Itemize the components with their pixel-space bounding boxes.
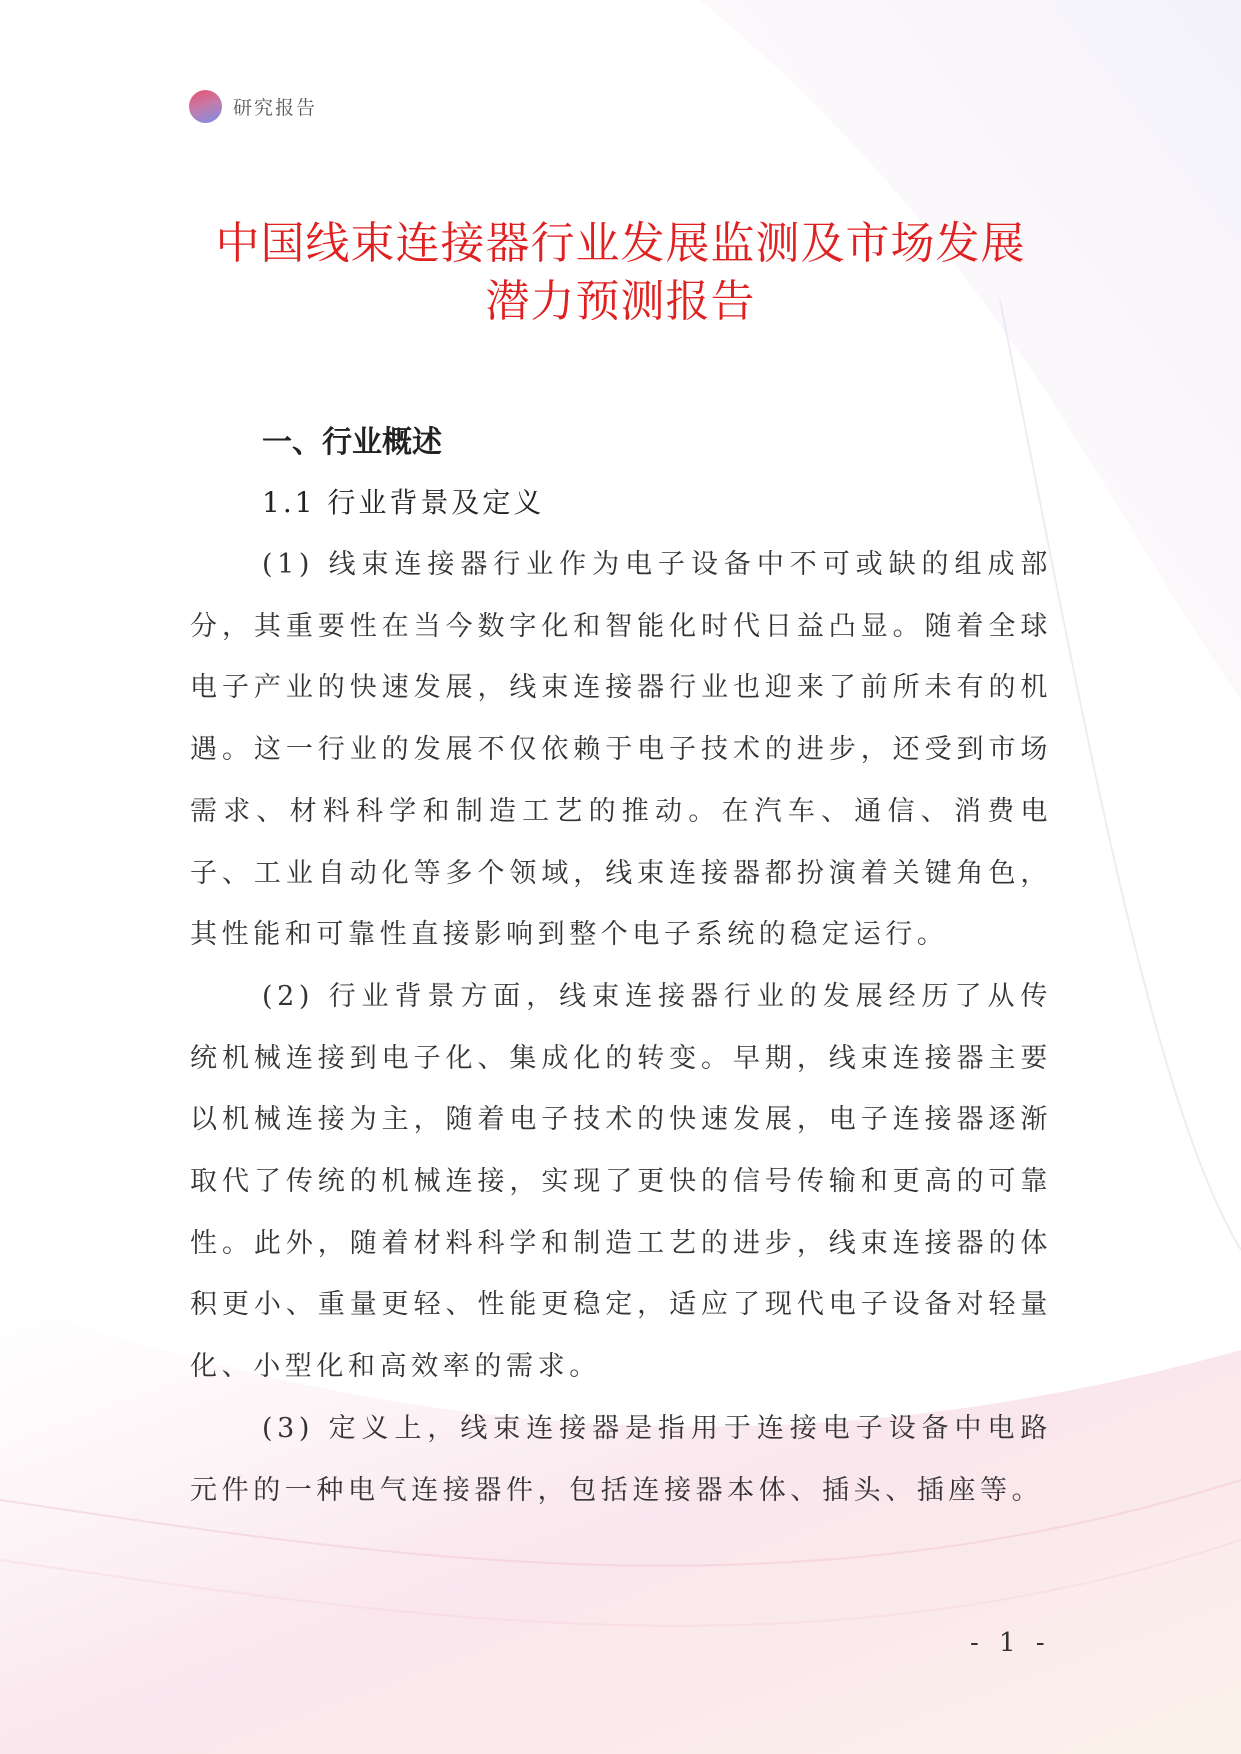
paragraph-3: (3) 定义上，线束连接器是指用于连接电子设备中电路元件的一种电气连接器件，包括连接器本体、插头、插座等。 [190,1412,1052,1506]
header-label: 研究报告 [233,96,318,119]
page-number: - 1 - [970,1628,1051,1658]
title-line-2: 潜力预测报告 [485,276,756,327]
section-heading: 一、行业概述 [262,425,442,460]
paragraph-2: (2) 行业背景方面，线束连接器行业的发展经历了从传统机械连接到电子化、集成化的转变。早期，线束连接器主要以机械连接为主，随着电子技术的快速发展，电子连接器逐渐取代了传统的机械连接，实现了更快的信号传输和更高的可靠性。此外，随着材料科学和制造工艺的进步，线束连接器的体积更小、重量更轻、性能更稳定，适应了现代电子设备对轻量化、小型化和高效率的需求。 [190,980,1052,1383]
report-header [189,89,317,123]
sub-heading: 1.1 行业背景及定义 [262,486,545,519]
document-title [0,215,1241,331]
title-line-1: 中国线束连接器行业发展监测及市场发展 [215,218,1026,269]
body-text [190,534,1052,1521]
logo-icon [189,90,222,123]
paragraph-1: (1) 线束连接器行业作为电子设备中不可或缺的组成部分，其重要性在当今数字化和智能化时代日益凸显。随着全球电子产业的快速发展，线束连接器行业也迎来了前所未有的机遇。这一行业的发展不仅依赖于电子技术的进步，还受到市场需求、材料科学和制造工艺的推动。在汽车、通信、消费电子、工业自动化等多个领域，线束连接器都扮演着关键角色，其性能和可靠性直接影响到整个电子系统的稳定运行。 [190,549,1052,951]
